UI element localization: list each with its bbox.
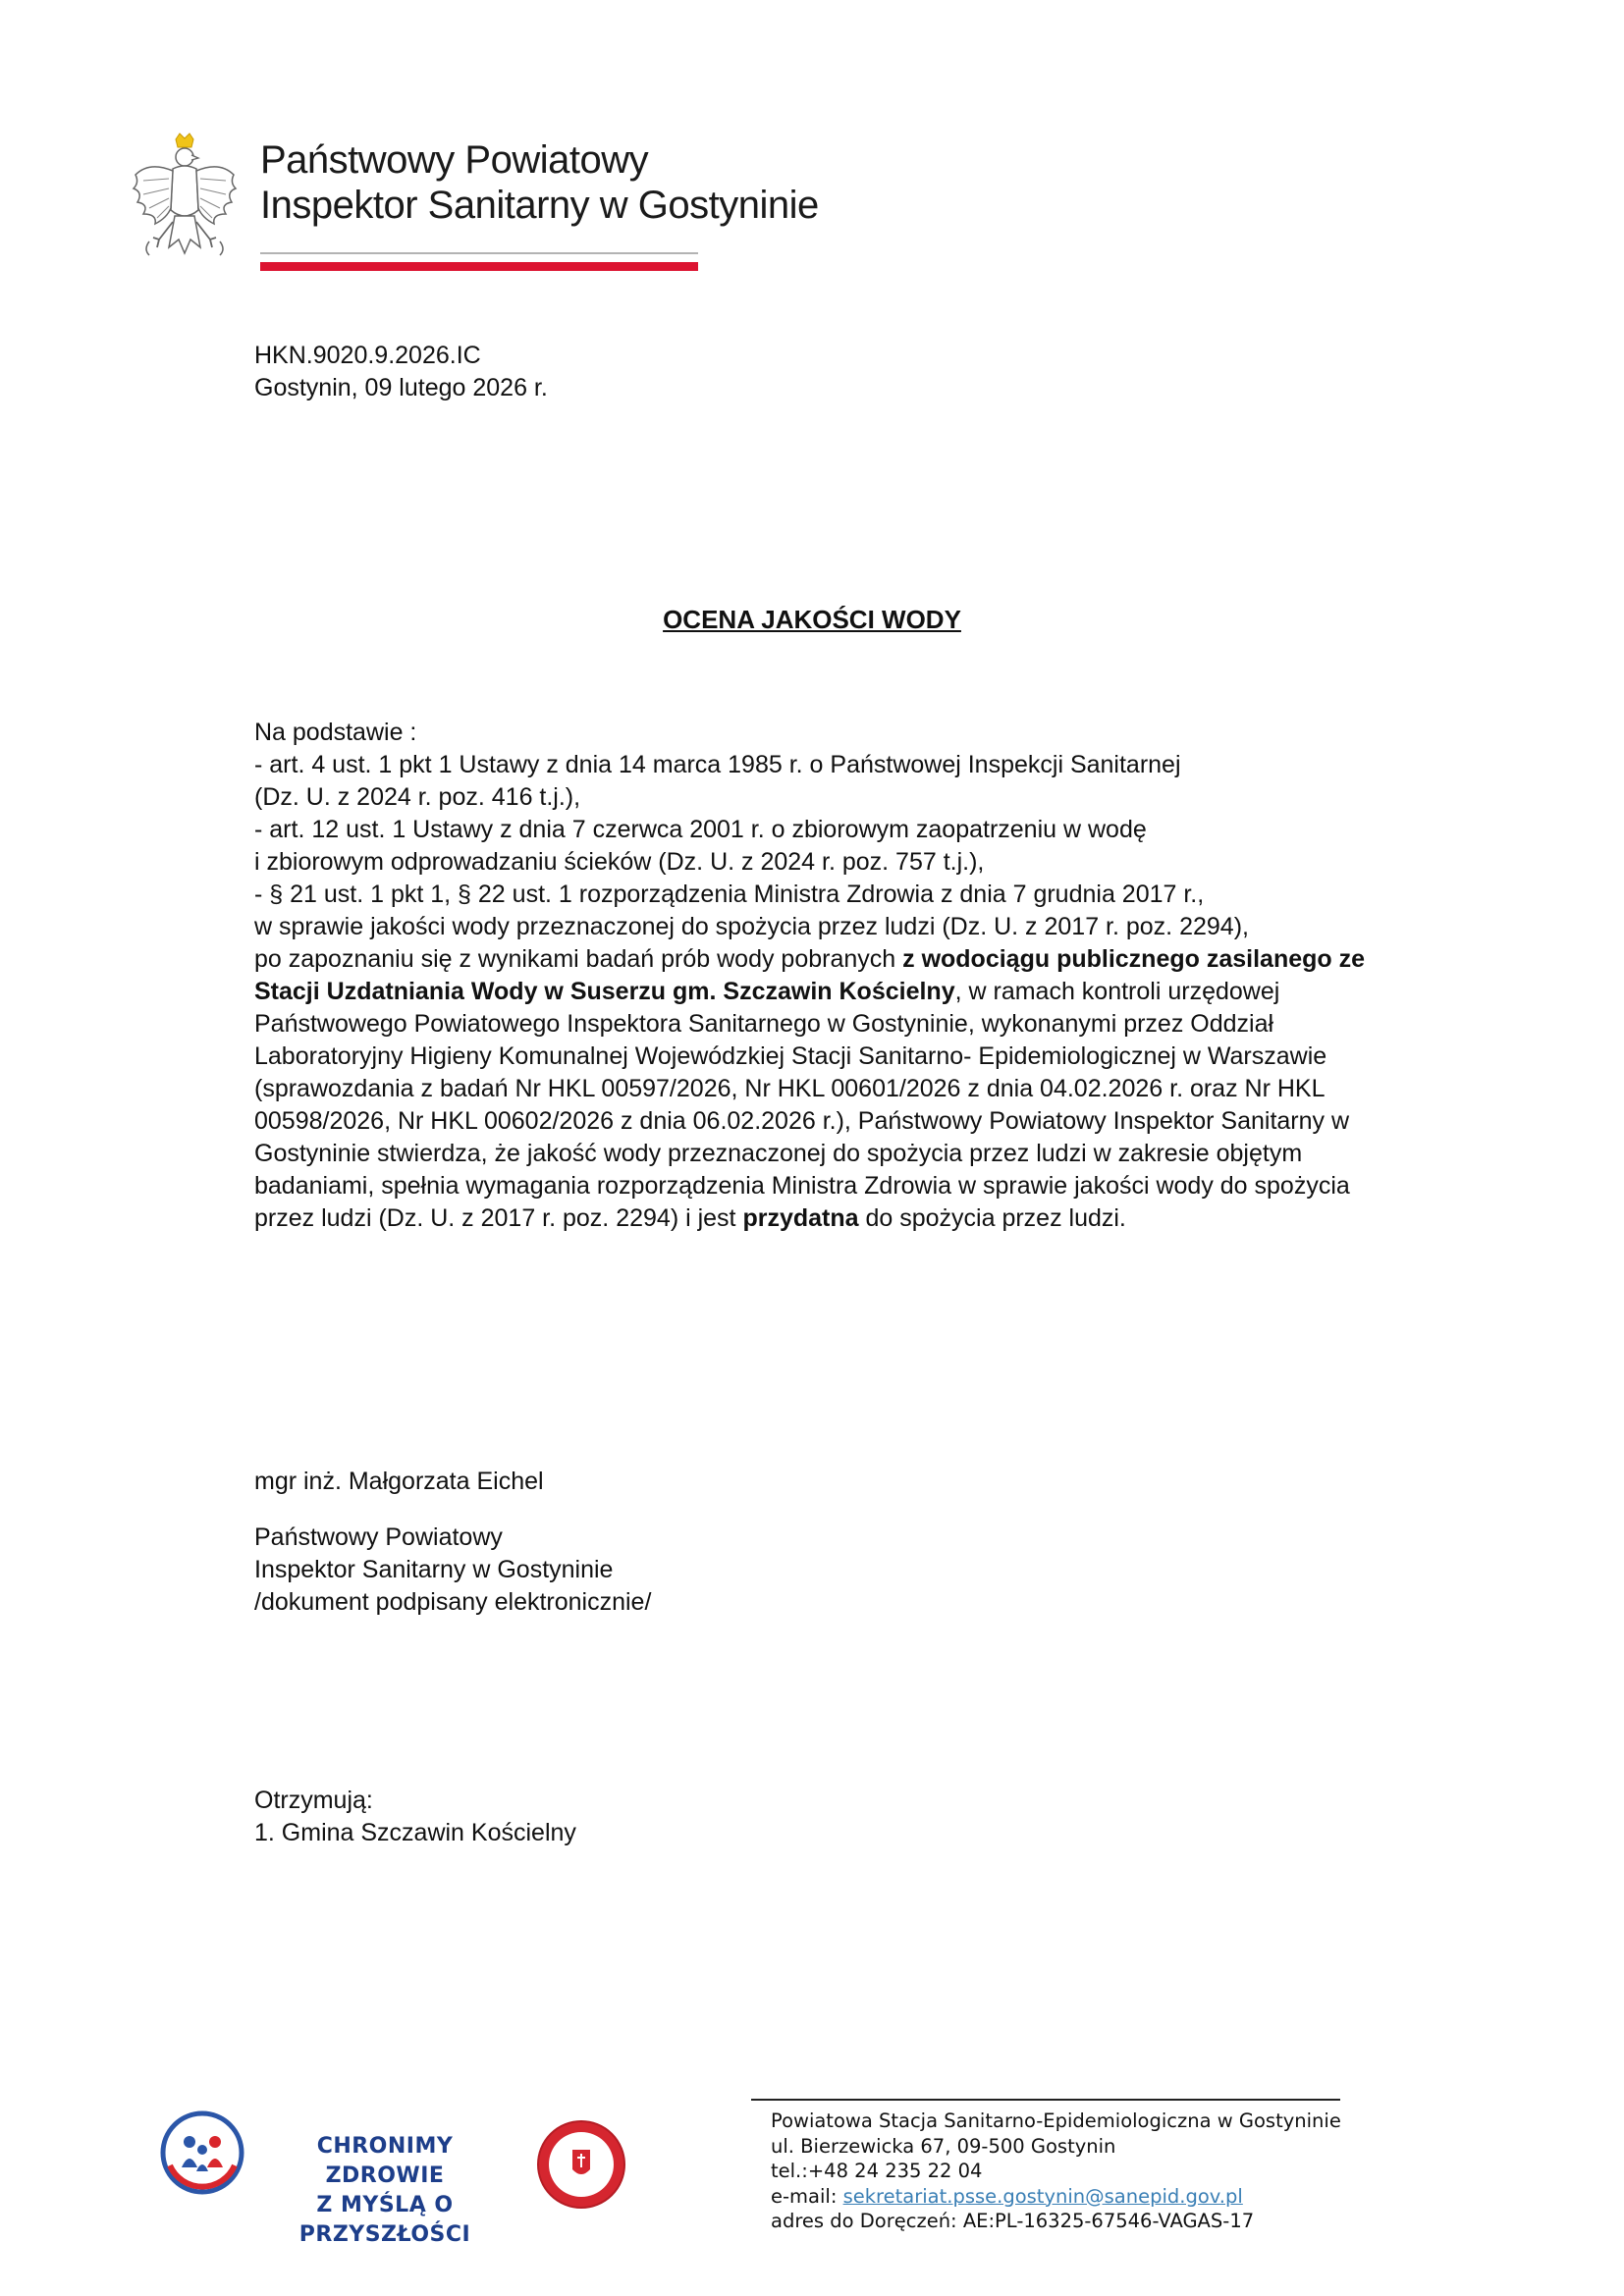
reference-block — [254, 340, 548, 404]
institution-name-line2: Inspektor Sanitarny w Gostyninie — [260, 184, 819, 227]
footer-contact-block — [771, 2109, 1341, 2234]
intro-line: Na podstawie : — [254, 719, 417, 746]
slogan-line2: Z MYŚLĄ O PRZYSZŁOŚCI — [298, 2193, 471, 2247]
station-email-row — [771, 2184, 1341, 2210]
footer-divider — [751, 2099, 1340, 2101]
institution-name — [260, 137, 819, 228]
recipients-block — [254, 1785, 576, 1849]
basis-line: w sprawie jakości wody przeznaczonej do spożycia przez ludzi (Dz. U. z 2017 r. poz. 2294), — [254, 913, 1249, 940]
assessment-text-part2: , w ramach kontroli urzędowej Państwowego Powiatowego Inspektora Sanitarnego w Gostyninie, wykonanymi przez Oddział Laboratoryjny Higieny Komunalnej Wojewódzkiej Stacji Sanitarno- Epidemiologicznej w Warszawie (sprawozdania z badań Nr HKL 00597/2026, Nr HKL 00601/2026 z dnia 04.02.2026 r. oraz Nr HKL 00598/2026, Nr HKL 00602/2026 z dnia 06.02.2026 r.), Państwowy Powiatowy Inspektor Sanitarny w Gostyninie stwierdza, że jakość wody przeznaczonej do spożycia przez ludzi w zakresie objętym badaniami, spełnia wymagania rozporządzenia Ministra Zdrowia w sprawie jakości wody do spożycia przez ludzi (Dz. U. z 2017 r. poz. 2294) i jest — [254, 978, 1350, 1232]
email-label: e-mail: — [771, 2184, 843, 2208]
verdict-bold: przydatna — [742, 1204, 859, 1232]
basis-line: - art. 12 ust. 1 Ustawy z dnia 7 czerwca 2001 r. o zbiorowym zaopatrzeniu w wodę — [254, 816, 1147, 843]
place-date: Gostynin, 09 lutego 2026 r. — [254, 374, 548, 401]
header-divider-red — [260, 262, 698, 271]
delivery-address: adres do Doręczeń: AE:PL-16325-67546-VAGAS-17 — [771, 2210, 1255, 2232]
sanitary-inspection-badge-icon — [535, 2118, 627, 2211]
recipient-item: 1. Gmina Szczawin Kościelny — [254, 1819, 576, 1846]
slogan-line1: CHRONIMY ZDROWIE — [316, 2134, 454, 2188]
reference-number: HKN.9020.9.2026.IC — [254, 342, 481, 369]
station-name: Powiatowa Stacja Sanitarno-Epidemiologiczna w Gostyninie — [771, 2109, 1341, 2132]
institution-name-line1: Państwowy Powiatowy — [260, 138, 649, 182]
polish-eagle-emblem-icon — [130, 132, 240, 275]
water-source-bold: z wodociągu publicznego zasilanego ze Stacji Uzdatniania Wody w Suserzu gm. Szczawin Kościelny — [254, 945, 1366, 1005]
signatory-name: mgr inż. Małgorzata Eichel — [254, 1468, 544, 1495]
assessment-text — [254, 943, 1374, 1235]
recipients-label: Otrzymują: — [254, 1787, 373, 1814]
office-line: Inspektor Sanitarny w Gostyninie — [254, 1556, 614, 1583]
campaign-slogan — [257, 2132, 513, 2250]
family-circle-logo-icon — [160, 2110, 244, 2195]
header-divider-gray — [260, 252, 698, 254]
basis-line: - art. 4 ust. 1 pkt 1 Ustawy z dnia 14 marca 1985 r. o Państwowej Inspekcji Sanitarnej — [254, 751, 1181, 778]
signatory-office — [254, 1522, 651, 1619]
email-link[interactable]: sekretariat.psse.gostynin@sanepid.gov.pl — [842, 2184, 1243, 2208]
office-line: /dokument podpisany elektronicznie/ — [254, 1588, 652, 1616]
basis-line: - § 21 ust. 1 pkt 1, § 22 ust. 1 rozporządzenia Ministra Zdrowia z dnia 7 grudnia 2017 r., — [254, 881, 1205, 908]
basis-line: i zbiorowym odprowadzaniu ścieków (Dz. U. z 2024 r. poz. 757 t.j.), — [254, 848, 985, 876]
document-title: OCENA JAKOŚCI WODY — [663, 605, 961, 634]
basis-line: (Dz. U. z 2024 r. poz. 416 t.j.), — [254, 783, 581, 811]
assessment-text-part1: po zapoznaniu się z wynikami badań prób wody pobranych — [254, 945, 903, 973]
station-address: ul. Bierzewicka 67, 09-500 Gostynin — [771, 2134, 1116, 2158]
assessment-text-part3: do spożycia przez ludzi. — [858, 1204, 1126, 1232]
station-phone: tel.:+48 24 235 22 04 — [771, 2160, 983, 2182]
legal-basis-paragraph — [254, 717, 1374, 1235]
office-line: Państwowy Powiatowy — [254, 1523, 503, 1551]
